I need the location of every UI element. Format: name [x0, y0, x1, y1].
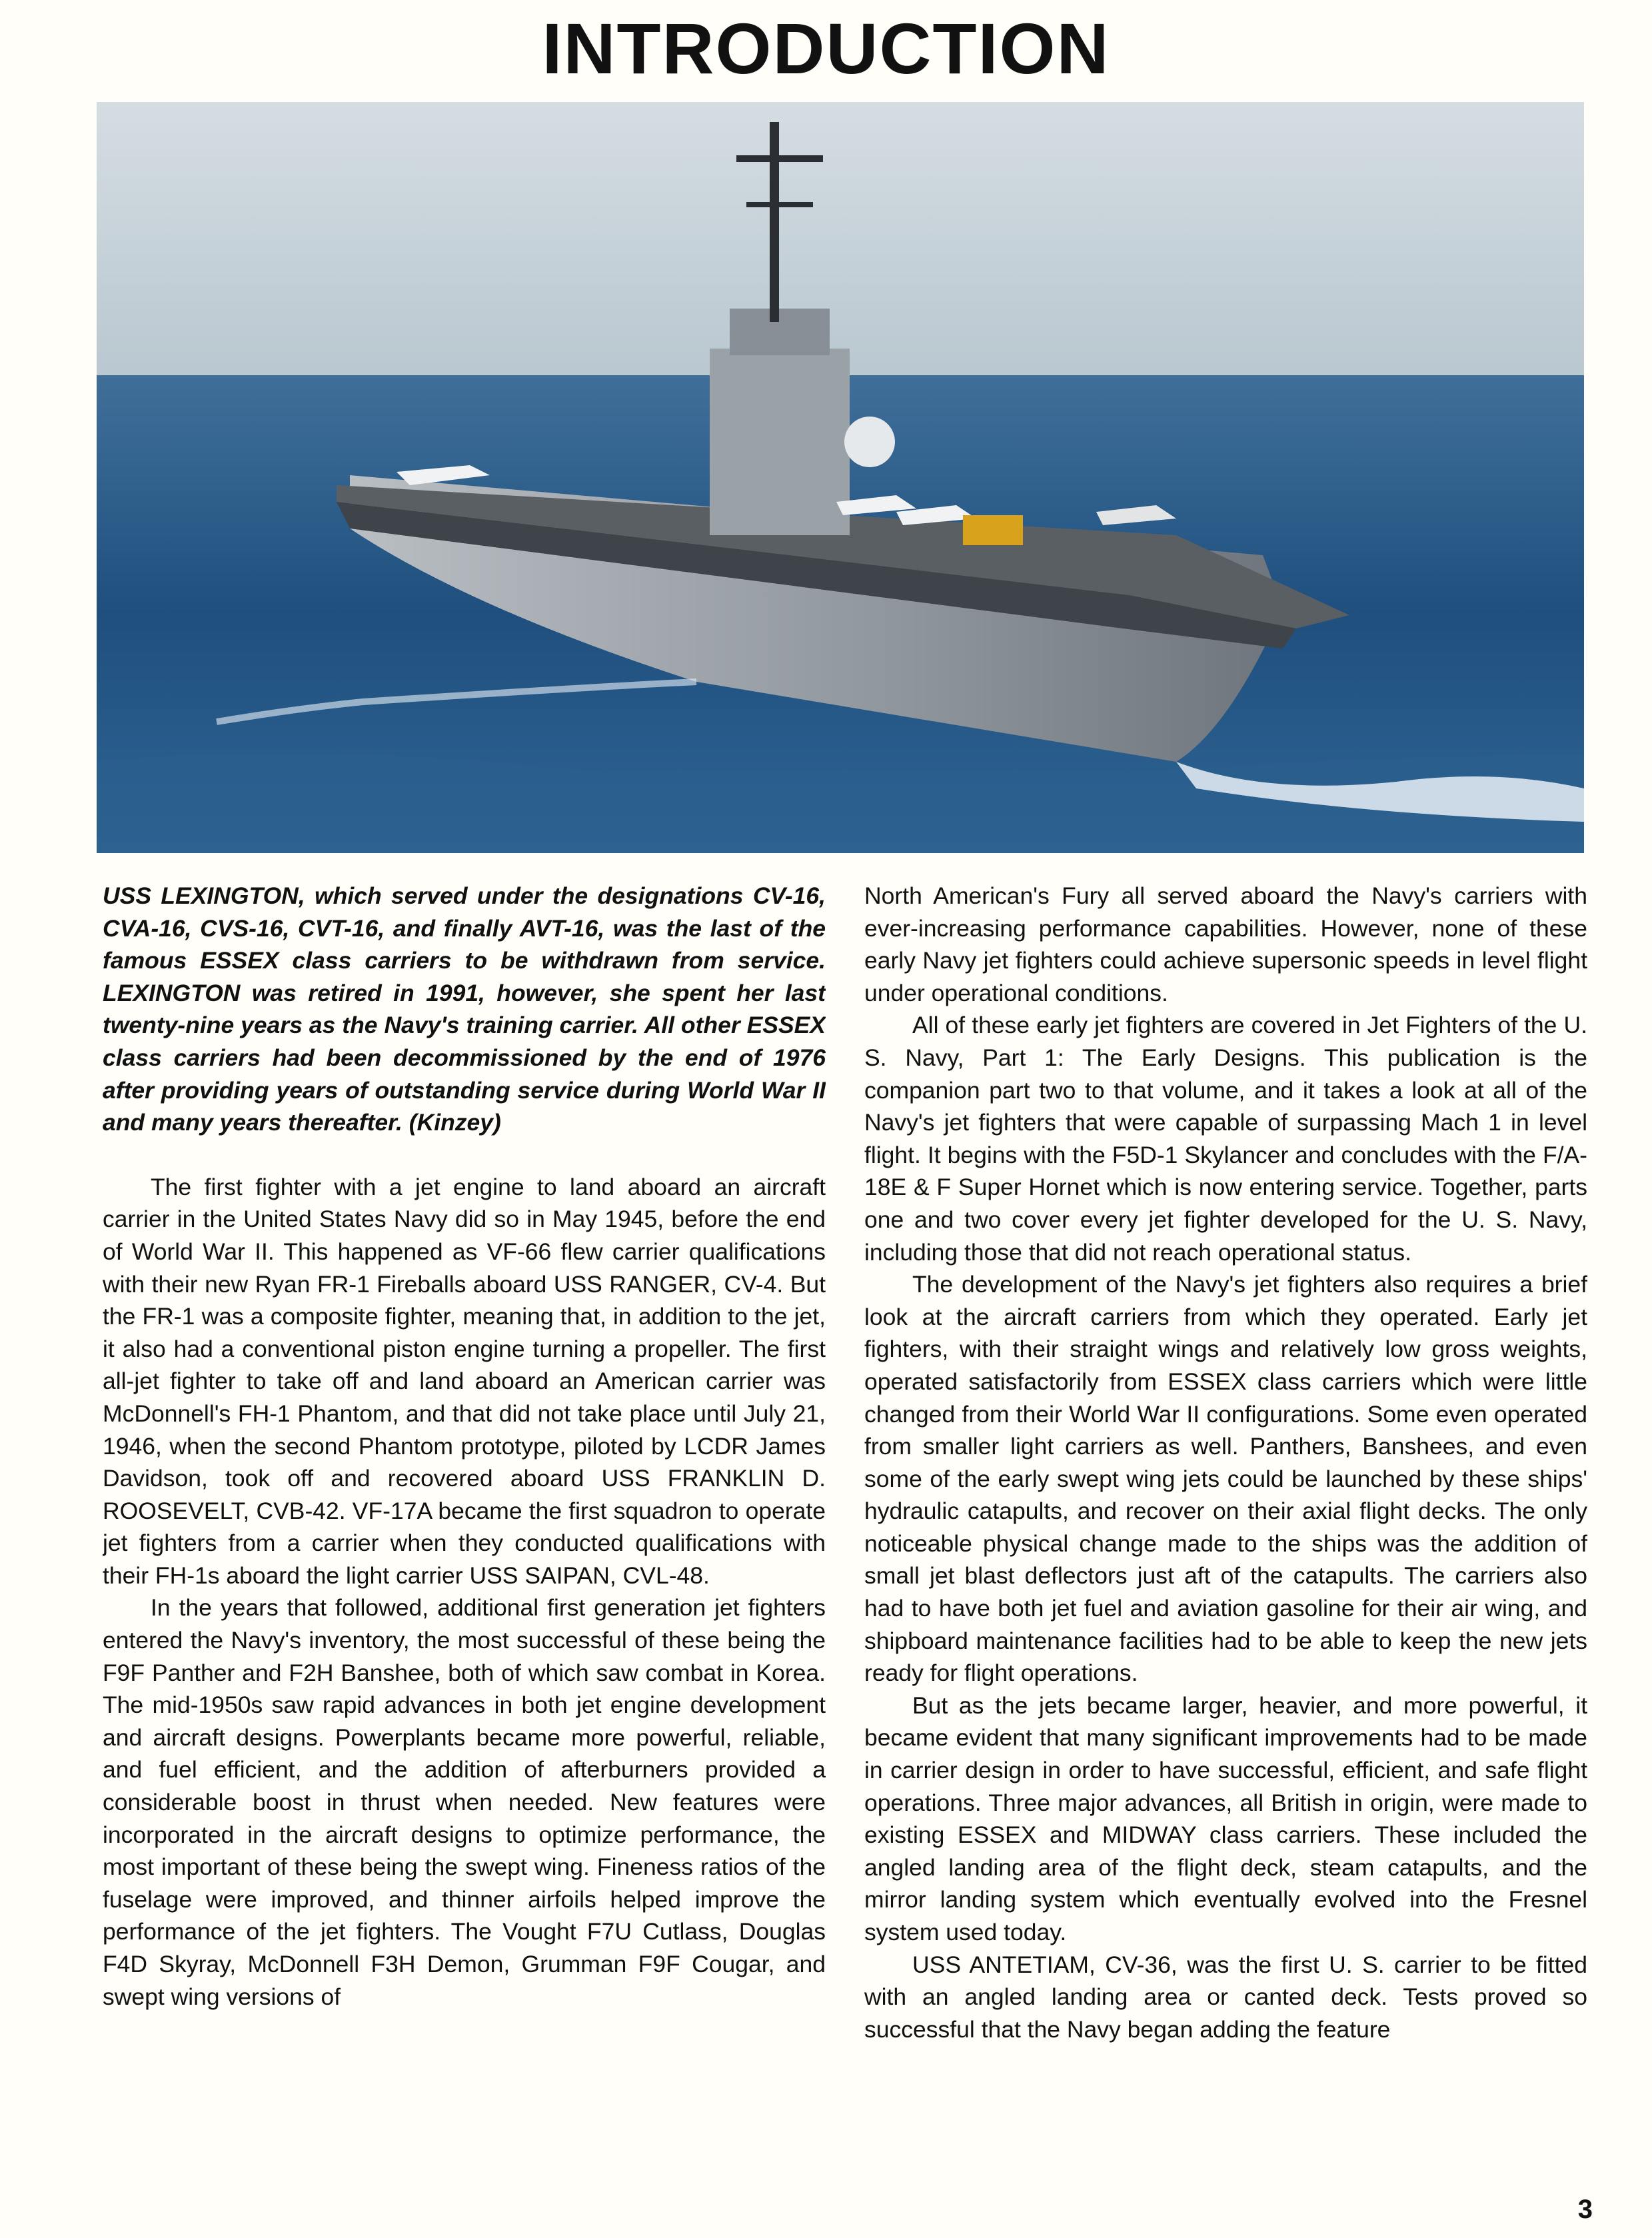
- carrier-photo: [97, 102, 1584, 853]
- aircraft-carrier-illustration: [97, 102, 1584, 853]
- right-column: [864, 880, 1587, 2159]
- page-number: 3: [1577, 2195, 1593, 2224]
- body-paragraph: In the years that followed, additional first generation jet fighters entered the Navy's inventory, the most successful of these being the F9F Panther and F2H Banshee, both of which saw combat in Korea. The mid-1950s saw rapid advances in both jet engine development and aircraft designs. Powerplants became more powerful, reliable, and fuel efficient, and the addition of afterburners provided a considerable boost in thrust when needed. New features were incorporated in the aircraft designs to optimize performance, the most important of these being the swept wing. Fineness ratios of the fuselage were improved, and thinner airfoils helped improve the performance of the jet fighters. The Vought F7U Cutlass, Douglas F4D Skyray, McDonnell F3H Demon, Grumman F9F Cougar, and swept wing versions of: [103, 1594, 826, 2010]
- body-paragraph: USS ANTETIAM, CV-36, was the first U. S. carrier to be fitted with an angled landing area or canted deck. Tests proved so successful that the Navy began adding the feature: [864, 1951, 1587, 2043]
- body-paragraph: North American's Fury all served aboard the Navy's carriers with ever-increasing performance capabilities. However, none of these early Navy jet fighters could achieve supersonic speeds in level flight under operational conditions.: [864, 882, 1587, 1006]
- photo-caption: USS LEXINGTON, which served under the designations CV-16, CVA-16, CVS-16, CVT-16, and finally AVT-16, was the last of the famous ESSEX class carriers to be withdrawn from service. LEXINGTON was retired in 1991, however, she spent her last twenty-nine years as the Navy's training carrier. All other ESSEX class carriers had been decommissioned by the end of 1976 after providing years of outstanding service during World War II and many years thereafter. (Kinzey): [103, 882, 826, 1136]
- page-title: INTRODUCTION: [542, 8, 1110, 89]
- body-paragraph: All of these early jet fighters are covered in Jet Fighters of the U. S. Navy, Part 1: The Early Designs. This publication is the companion part two to that volume, and it takes a look at all of the Navy's jet fighters that were capable of surpassing Mach 1 in level flight. It begins with the F5D-1 Skylancer and concludes with the F/A-18E & F Super Hornet which is now entering service. Together, parts one and two cover every jet fighter developed for the U. S. Navy, including those that did not reach operational status.: [864, 1012, 1587, 1266]
- body-paragraph: The first fighter with a jet engine to land aboard an aircraft carrier in the United States Navy did so in May 1945, before the end of World War II. This happened as VF-66 flew carrier qualifications with their new Ryan FR-1 Fireballs aboard USS RANGER, CV-4. But the FR-1 was a composite fighter, meaning that, in addition to the jet, it also had a conventional piston engine turning a propeller. The first all-jet fighter to take off and land aboard an American carrier was McDonnell's FH-1 Phantom, and that did not take place until July 21, 1946, when the second Phantom prototype, piloted by LCDR James Davidson, took off and recovered aboard USS FRANKLIN D. ROOSEVELT, CVB-42. VF-17A became the first squadron to operate jet fighters from a carrier when they conducted qualifications with their FH-1s aboard the light carrier USS SAIPAN, CVL-48.: [103, 1173, 826, 1589]
- body-paragraph: But as the jets became larger, heavier, and more powerful, it became evident that many significant improvements had to be made in carrier design in order to have successful, efficient, and safe flight operations. Three major advances, all British in origin, were made to existing ESSEX and MIDWAY class carriers. These included the angled landing area of the flight deck, steam catapults, and the mirror landing system which eventually evolved into the Fresnel system used today.: [864, 1691, 1587, 1945]
- left-column: [103, 880, 826, 2159]
- body-paragraph: The development of the Navy's jet fighters also requires a brief look at the aircraft carriers from which they operated. Early jet fighters, with their straight wings and relatively low gross weights, operated satisfactorily from ESSEX class carriers which were little changed from their World War II configurations. Some even operated from smaller light carriers as well. Panthers, Banshees, and even some of the early swept wing jets could be launched by these ships' hydraulic catapults, and recover on their axial flight decks. The only noticeable physical change made to the ships was the addition of small jet blast deflectors just aft of the catapults. The carriers also had to have both jet fuel and aviation gasoline for their air wing, and shipboard maintenance facilities had to be able to keep the new jets ready for flight operations.: [864, 1271, 1587, 1687]
